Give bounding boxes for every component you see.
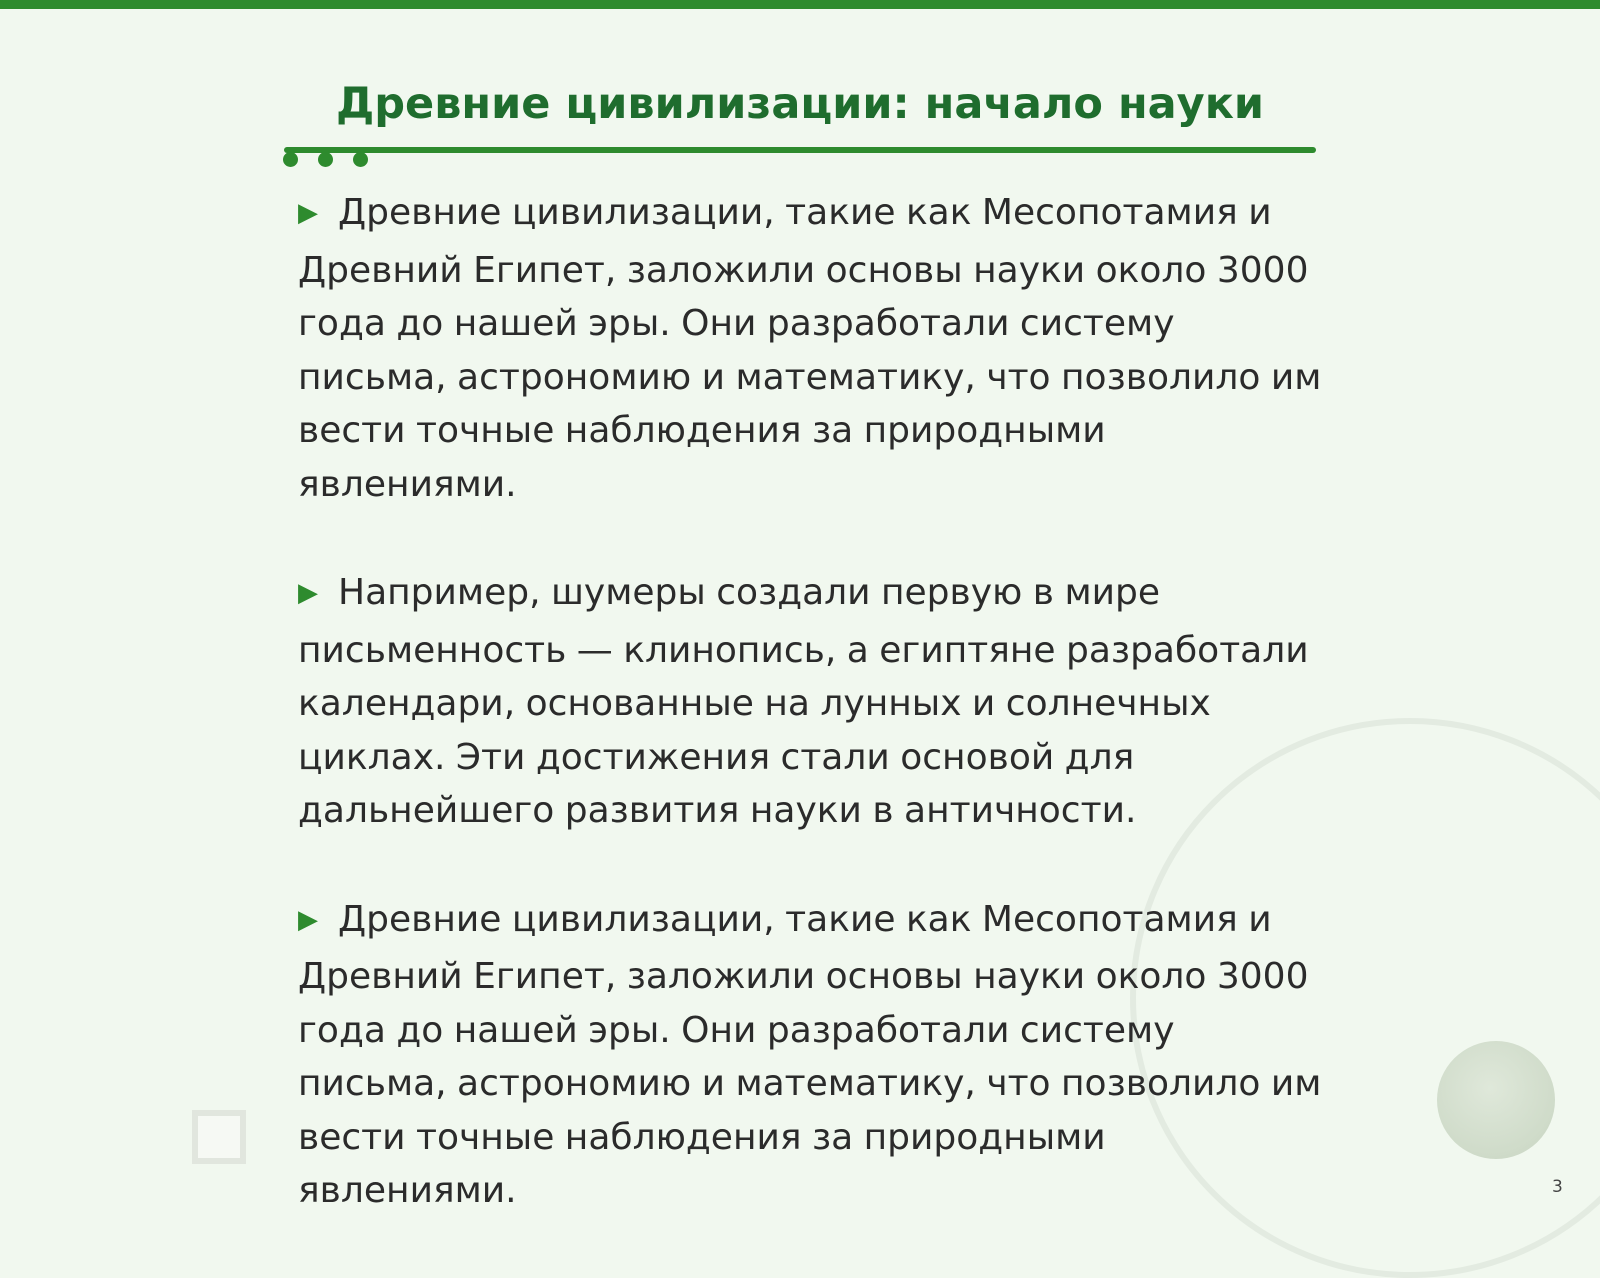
underline-dot bbox=[353, 152, 368, 167]
page-number: 3 bbox=[1552, 1177, 1563, 1197]
triangle-right-icon: ▶ bbox=[298, 904, 318, 935]
decorative-circle bbox=[1437, 1041, 1555, 1159]
decorative-square bbox=[192, 1110, 246, 1164]
paragraph-text: Древние цивилизации, такие как Месопотамия и Древний Египет, заложили основы науки около 3000 года до нашей эры. Они разработали систему письма, астрономию и математику, что позволило им вести точные наблюдения за природными явлениями. bbox=[298, 898, 1322, 1211]
paragraph-text: Древние цивилизации, такие как Месопотамия и Древний Египет, заложили основы науки около 3000 года до нашей эры. Они разработали систему письма, астрономию и математику, что позволило им вести точные наблюдения за природными явлениями. bbox=[298, 192, 1322, 505]
title-underline bbox=[284, 147, 1316, 153]
bullet-paragraph bbox=[298, 566, 1328, 838]
triangle-right-icon: ▶ bbox=[298, 198, 318, 228]
top-accent-bar bbox=[0, 0, 1600, 9]
bullet-paragraph bbox=[298, 186, 1328, 511]
paragraph-text: Например, шумеры создали первую в мире письменность — клинопись, а египтяне разработали календари, основанные на лунных и солнечных циклах. Эти достижения стали основой для дальнейшего развития науки в античности. bbox=[298, 572, 1309, 831]
slide-title: Древние цивилизации: начало науки bbox=[335, 79, 1265, 129]
slide-body bbox=[298, 186, 1328, 1273]
bullet-paragraph bbox=[298, 893, 1328, 1218]
underline-dot bbox=[318, 152, 333, 167]
triangle-right-icon: ▶ bbox=[298, 578, 318, 608]
underline-dot bbox=[283, 152, 298, 167]
